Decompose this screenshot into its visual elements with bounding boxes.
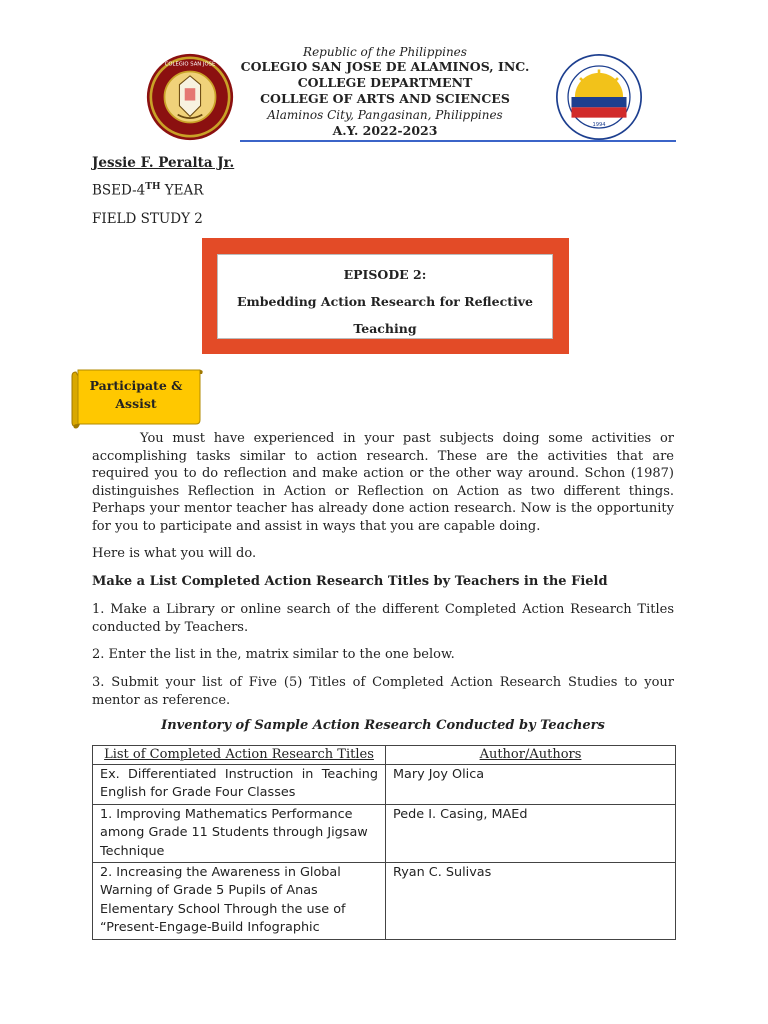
seal-right-year: 1994 xyxy=(592,122,606,129)
author-cell: Mary Joy Olica xyxy=(386,765,676,805)
course-name: FIELD STUDY 2 xyxy=(92,211,203,227)
episode-label: EPISODE 2: xyxy=(343,267,427,282)
header-academic-year: A.Y. 2022-2023 xyxy=(332,123,438,138)
step-3: 3. Submit your list of Five (5) Titles of Completed Action Research Studies to your mentor as reference. xyxy=(92,675,674,708)
table-row xyxy=(93,863,676,940)
author-cell: Pede I. Casing, MAEd xyxy=(386,804,676,862)
episode-box xyxy=(217,254,553,339)
table-title: Inventory of Sample Action Research Conducted by Teachers xyxy=(161,718,605,733)
student-year xyxy=(92,182,203,199)
episode-title-line2: Teaching xyxy=(353,321,417,336)
intro-text-2: Perhaps your mentor teacher has already done action research. Now is the opportunity for you to participate and assist in ways that you are capable doing. xyxy=(92,501,674,534)
ched-seal-logo xyxy=(556,54,642,140)
banner-line2: Assist xyxy=(115,396,157,411)
step-1: 1. Make a Library or online search of the different Completed Action Research Titles conducted by Teachers. xyxy=(92,602,674,635)
column-header-authors: Author/Authors xyxy=(386,746,676,765)
author-cell: Ryan C. Sulivas xyxy=(386,863,676,940)
header-address: Alaminos City, Pangasinan, Philippines xyxy=(267,108,503,122)
here-text: Here is what you will do. xyxy=(92,546,257,561)
header-republic: Republic of the Philippines xyxy=(303,45,467,59)
year-sup: TH xyxy=(145,182,161,192)
column-header-titles: List of Completed Action Research Titles xyxy=(93,746,386,765)
intro-paragraph xyxy=(92,430,674,536)
header-department: COLLEGE DEPARTMENT xyxy=(297,75,473,90)
year-prefix: BSED-4 xyxy=(92,182,146,199)
table-header-row xyxy=(93,746,676,765)
header-school: COLEGIO SAN JOSE DE ALAMINOS, INC. xyxy=(240,59,530,74)
intro-text: You must have experienced in your past subjects doing some activities or accomplishing tasks similar to action research. These are the activities that are required you to do reflection and make action or the other way around. Schon (1987) distinguishes Reflection in Action or Reflection on Action as two different things. xyxy=(92,431,674,499)
title-cell: 1. Improving Mathematics Performance among Grade 11 Students through Jigsaw Technique xyxy=(93,804,386,862)
title-cell: Ex. Differentiated Instruction in Teaching English for Grade Four Classes xyxy=(93,765,386,805)
banner-label xyxy=(84,377,188,413)
banner-line1: Participate & xyxy=(89,378,183,393)
year-suffix: YEAR xyxy=(160,182,204,199)
student-name: Jessie F. Peralta Jr. xyxy=(92,155,235,171)
header-divider xyxy=(240,140,676,142)
seal-left-text: COLEGIO SAN JOSE xyxy=(164,61,216,68)
episode-title-line1: Embedding Action Research for Reflective xyxy=(237,294,533,309)
title-cell: 2. Increasing the Awareness in Global Warning of Grade 5 Pupils of Anas Elementary School Through the use of “Present-Engage-Build Infographic xyxy=(93,863,386,940)
step-2: 2. Enter the list in the, matrix similar to the one below. xyxy=(92,647,455,662)
section-heading: Make a List Completed Action Research Titles by Teachers in the Field xyxy=(92,574,608,589)
school-seal-logo xyxy=(146,53,234,141)
header-college: COLLEGE OF ARTS AND SCIENCES xyxy=(260,91,510,106)
research-inventory-table xyxy=(92,745,676,940)
table-row xyxy=(93,804,676,862)
table-row xyxy=(93,765,676,805)
